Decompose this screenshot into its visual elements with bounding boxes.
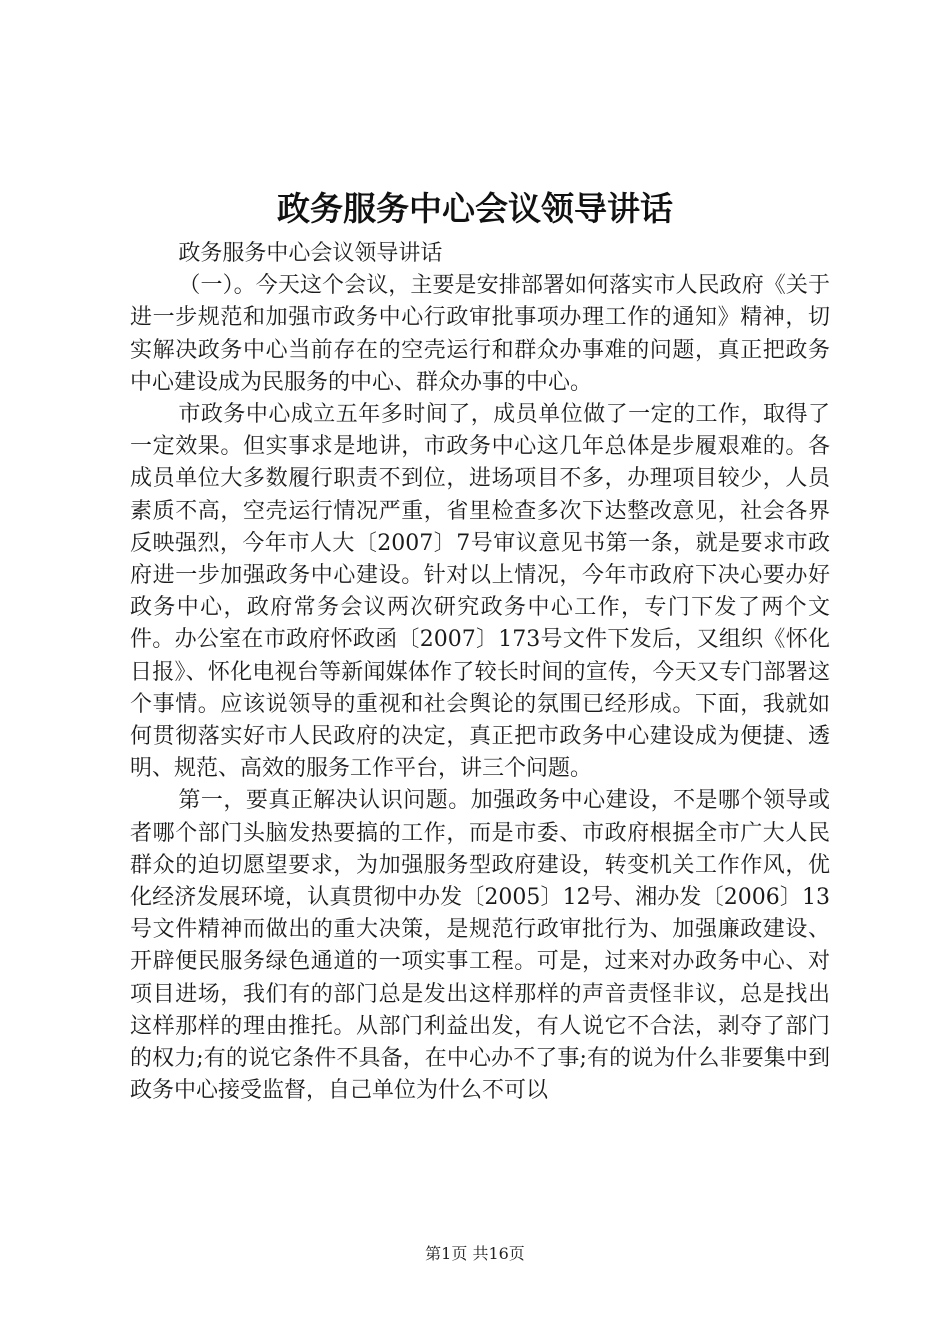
page-number: 第1页 共16页 — [425, 1244, 525, 1263]
document-title: 政务服务中心会议领导讲话 — [277, 189, 673, 228]
document-body — [130, 238, 830, 1107]
paragraph-intro: （一）。今天这个会议，主要是安排部署如何落实市人民政府《关于进一步规范和加强市政务中心行政审批事项办理工作的通知》精神，切实解决政务中心当前存在的空壳运行和群众办事难的问题，真正把政务中心建设成为民服务的中心、群众办事的中心。 — [130, 273, 830, 395]
paragraph-background: 市政务中心成立五年多时间了，成员单位做了一定的工作，取得了一定效果。但实事求是地讲，市政务中心这几年总体是步履艰难的。各成员单位大多数履行职责不到位，进场项目不多，办理项目较少，人员素质不高，空壳运行情况严重，省里检查多次下达整改意见，社会各界反映强烈，今年市人大〔2007〕7号审议意见书第一条，就是要求市政府进一步加强政务中心建设。针对以上情况，今年市政府下决心要办好政务中心，政府常务会议两次研究政务中心工作，专门下发了两个文件。办公室在市政府怀政函〔2007〕173号文件下发后，又组织《怀化日报》、怀化电视台等新闻媒体作了较长时间的宣传，今天又专门部署这个事情。应该说领导的重视和社会舆论的氛围已经形成。下面，我就如何贯彻落实好市人民政府的决定，真正把市政务中心建设成为便捷、透明、规范、高效的服务工作平台，讲三个问题。 — [130, 402, 830, 782]
paragraph-point-one: 第一，要真正解决认识问题。加强政务中心建设，不是哪个领导或者哪个部门头脑发热要搞的工作，而是市委、市政府根据全市广大人民群众的迫切愿望要求，为加强服务型政府建设，转变机关工作作风，优化经济发展环境，认真贯彻中办发〔2005〕12号、湘办发〔2006〕13号文件精神而做出的重大决策，是规范行政审批行为、加强廉政建设、开辟便民服务绿色通道的一项实事工程。可是，过来对办政务中心、对项目进场，我们有的部门总是发出这样那样的声音责怪非议，总是找出这样那样的理由推托。从部门利益出发，有人说它不合法，剥夺了部门的权力;有的说它条件不具备，在中心办不了事;有的说为什么非要集中到政务中心接受监督，自己单位为什么不可以 — [130, 788, 830, 1104]
paragraph-subtitle: 政务服务中心会议领导讲话 — [178, 241, 443, 266]
